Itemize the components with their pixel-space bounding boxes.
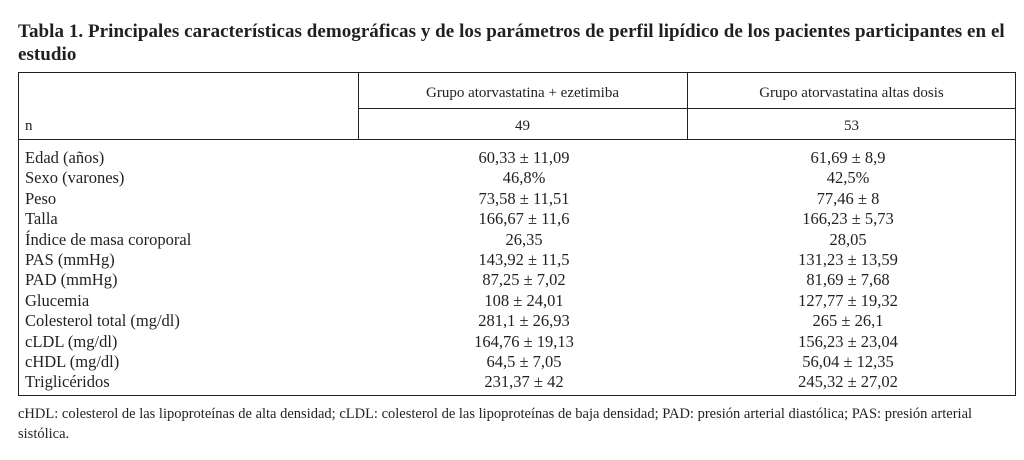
- row-value-group2: 77,46 ± 8: [816, 188, 880, 208]
- table-row: [0, 270, 1024, 290]
- table-footnote: cHDL: colesterol de las lipoproteínas de alta densidad; cLDL: colesterol de las lipoproteínas de baja densidad; PAD: presión arterial diastólica; PAS: presión arterial sistólica.: [18, 406, 973, 442]
- row-value-group1: 164,76 ± 19,13: [474, 331, 574, 351]
- row-value-group2: 245,32 ± 27,02: [798, 372, 898, 392]
- table-row: [0, 250, 1024, 270]
- row-value-group1: 73,58 ± 11,51: [478, 188, 570, 208]
- column-header-group1: Grupo atorvastatina + ezetimiba: [426, 85, 619, 101]
- row-label: Talla: [25, 209, 58, 229]
- row-value-group1: 231,37 ± 42: [484, 372, 564, 392]
- table-row: [0, 291, 1024, 311]
- row-value-group2: 42,5%: [826, 168, 870, 188]
- row-value-group2: 265 ± 26,1: [812, 311, 884, 331]
- row-value-group2: 56,04 ± 12,35: [802, 351, 894, 371]
- n-value-group1: 49: [515, 118, 530, 134]
- row-value-group1: 166,67 ± 11,6: [478, 209, 570, 229]
- row-label: Índice de masa coroporal: [25, 229, 192, 249]
- column-header-group2: Grupo atorvastatina altas dosis: [759, 85, 944, 101]
- row-value-group2: 61,69 ± 8,9: [810, 148, 886, 167]
- row-label: Edad (años): [25, 148, 105, 167]
- row-label: PAS (mmHg): [25, 249, 115, 269]
- row-value-group1: 87,25 ± 7,02: [482, 270, 566, 290]
- table-title: Tabla 1. Principales características demográficas y de los parámetros de perfil lipídico de los pacientes participantes en el estudio: [18, 21, 1005, 65]
- table-row: [0, 168, 1024, 188]
- row-value-group2: 166,23 ± 5,73: [802, 209, 894, 229]
- n-row-label: n: [25, 118, 33, 134]
- row-value-group1: 60,33 ± 11,09: [478, 148, 570, 167]
- row-value-group1: 281,1 ± 26,93: [478, 311, 570, 331]
- row-value-group2: 127,77 ± 19,32: [798, 290, 898, 310]
- row-value-group1: 143,92 ± 11,5: [478, 249, 570, 269]
- table-row: [0, 352, 1024, 372]
- row-value-group1: 26,35: [505, 229, 543, 249]
- row-value-group1: 64,5 ± 7,05: [486, 351, 562, 371]
- table-row: [0, 230, 1024, 250]
- row-value-group2: 81,69 ± 7,68: [806, 270, 890, 290]
- row-value-group2: 28,05: [829, 229, 867, 249]
- header-separator: [358, 108, 1016, 109]
- table-row: [0, 332, 1024, 352]
- row-label: cLDL (mg/dl): [25, 331, 118, 351]
- row-label: Glucemia: [25, 290, 90, 310]
- row-label: Colesterol total (mg/dl): [25, 311, 180, 331]
- row-label: Peso: [25, 188, 57, 208]
- table-row: [0, 189, 1024, 209]
- table-row: [0, 148, 1024, 168]
- table-row: [0, 209, 1024, 229]
- table-body: [0, 148, 1024, 393]
- row-value-group1: 46,8%: [502, 168, 546, 188]
- row-label: PAD (mmHg): [25, 270, 118, 290]
- row-value-group1: 108 ± 24,01: [484, 290, 564, 310]
- table-row: [0, 311, 1024, 331]
- table-row: [0, 372, 1024, 392]
- row-label: Triglicéridos: [25, 372, 110, 392]
- row-value-group2: 156,23 ± 23,04: [798, 331, 898, 351]
- n-row-separator: [18, 139, 1016, 140]
- row-value-group2: 131,23 ± 13,59: [798, 249, 898, 269]
- row-label: Sexo (varones): [25, 168, 125, 188]
- n-value-group2: 53: [844, 118, 859, 134]
- row-label: cHDL (mg/dl): [25, 351, 120, 371]
